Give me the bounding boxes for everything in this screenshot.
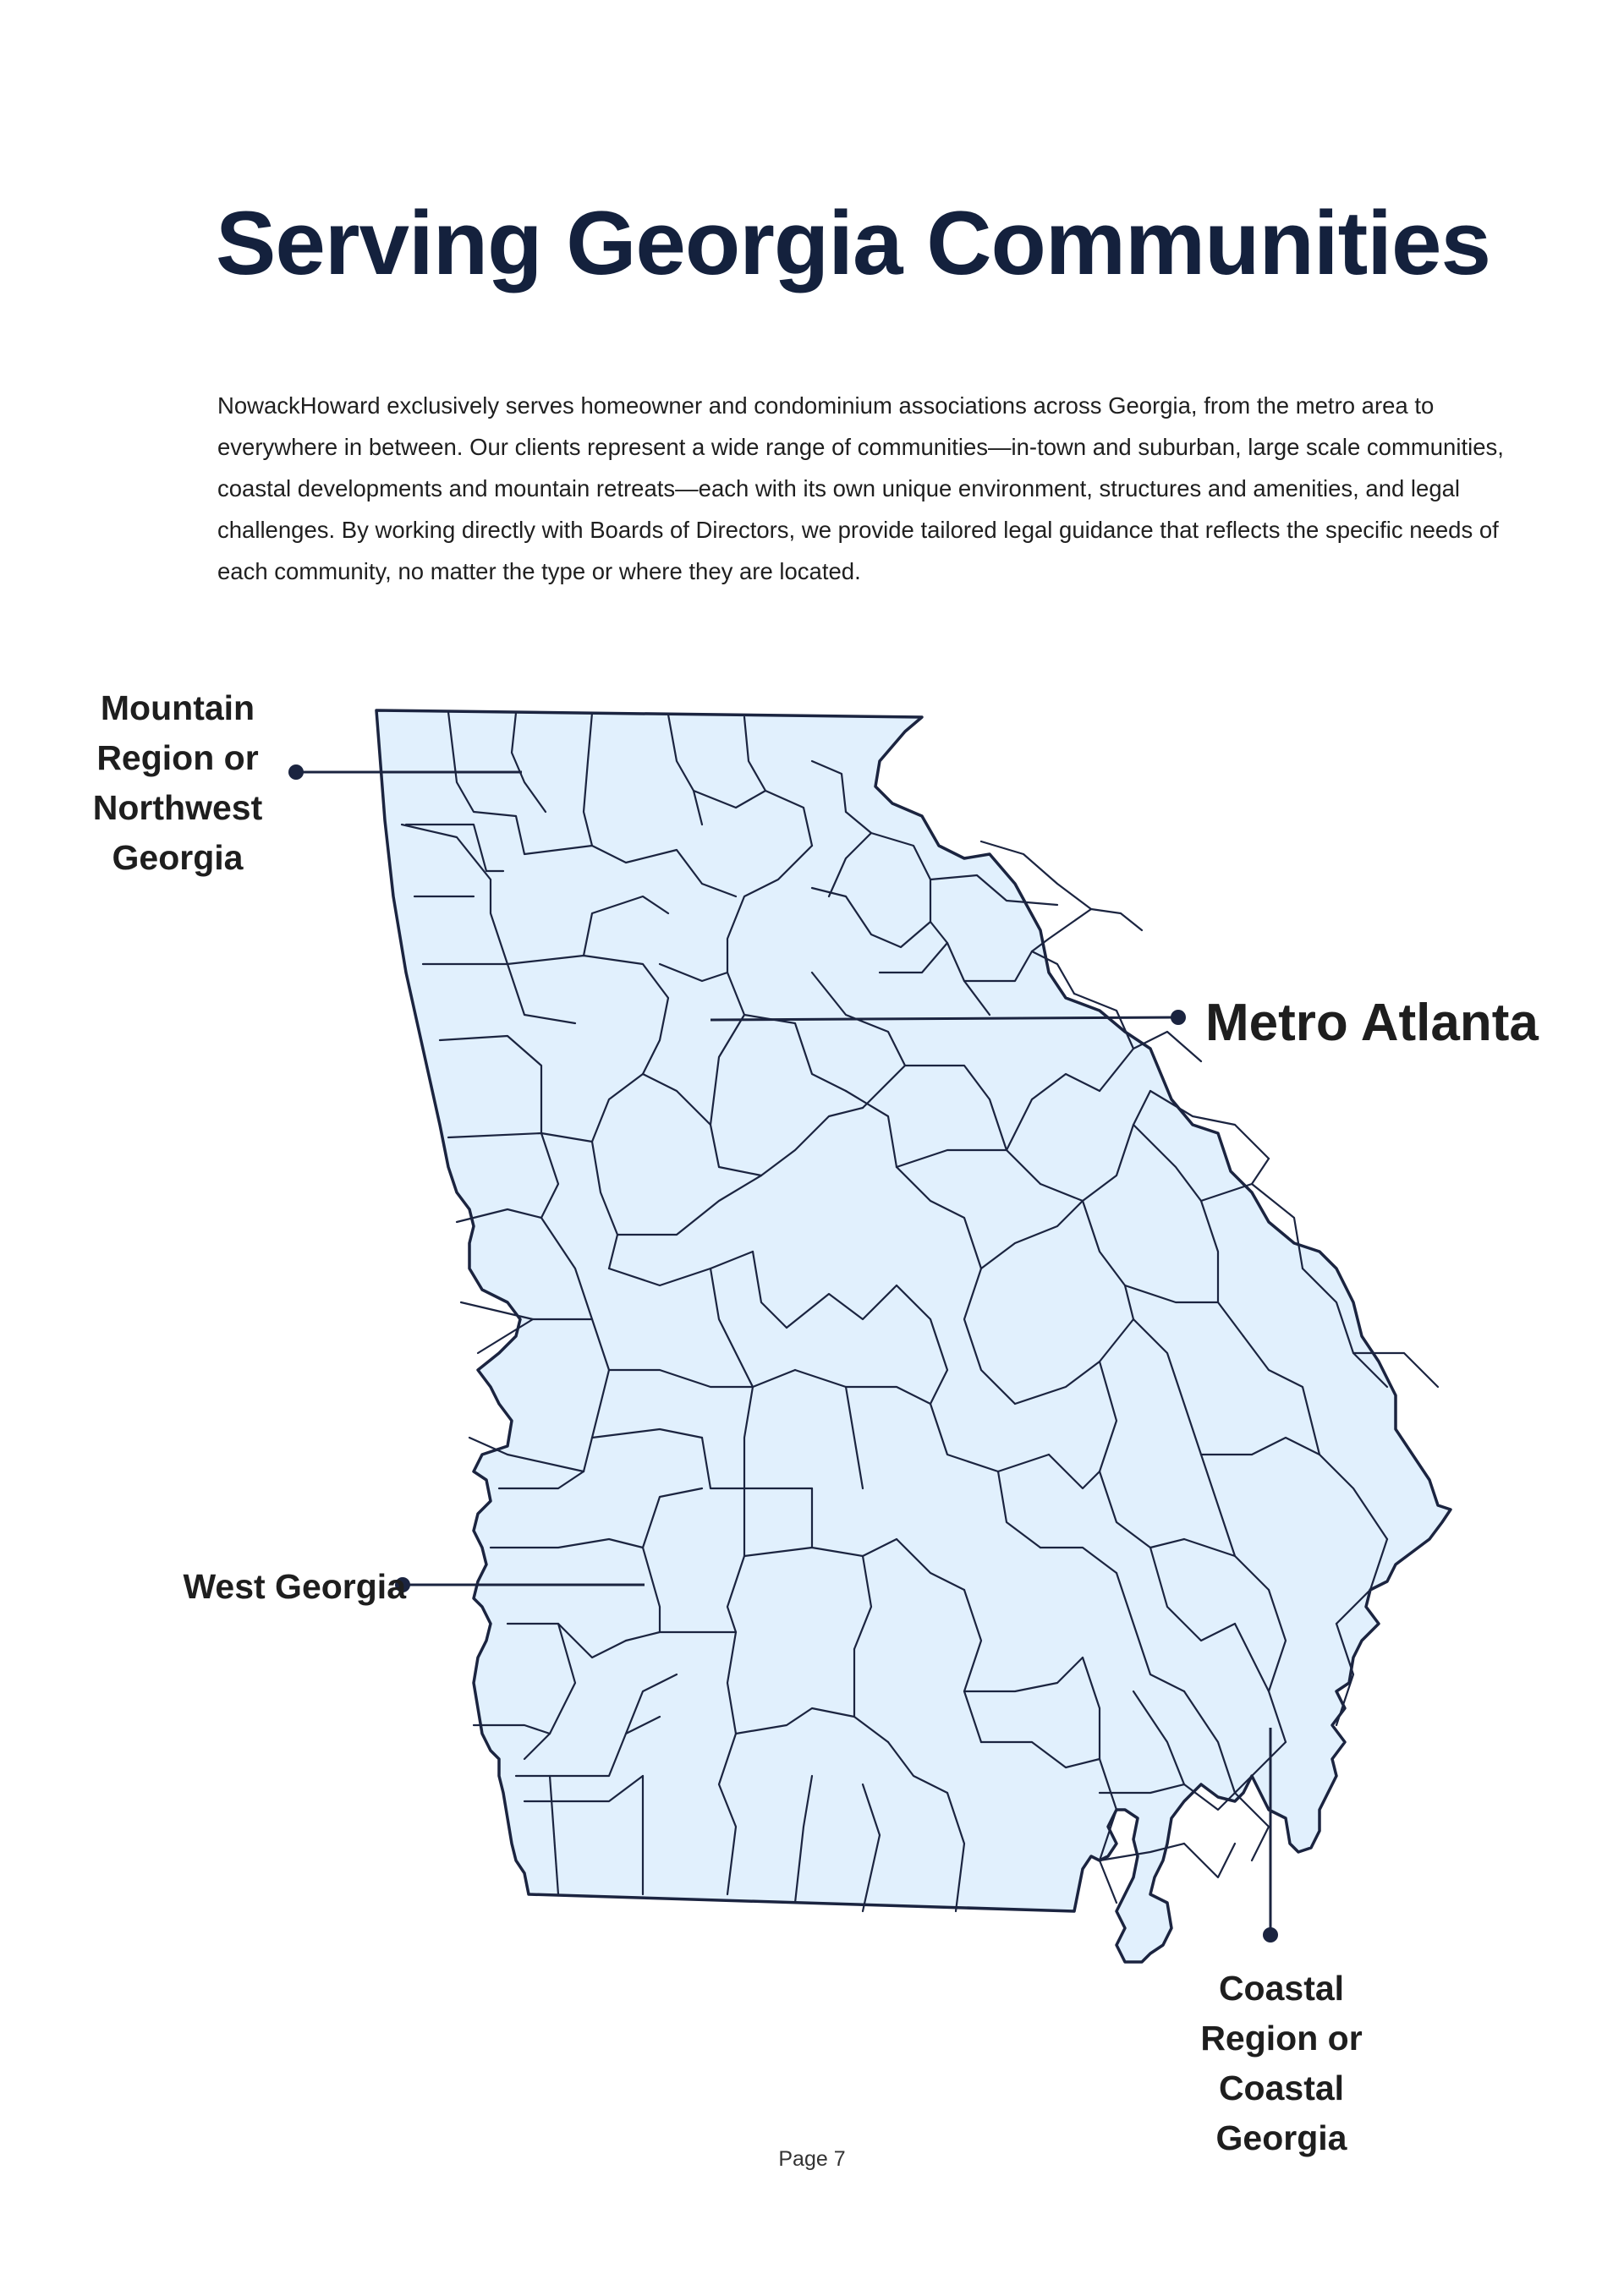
- region-label-coastal: [1155, 1964, 1408, 2163]
- region-label-metro: [1205, 994, 1539, 1053]
- leader-dot-coastal: [1263, 1927, 1278, 1943]
- region-label-west-text: West Georgia: [183, 1567, 406, 1606]
- region-label-coastal-text: Coastal Region or Coastal Georgia: [1200, 1969, 1363, 2157]
- intro-paragraph: NowackHoward exclusively serves homeowner and condominium associations across Georgia, from the metro area to everywhere in between. Our clients represent a wide range of communities—in-town and suburban, large scale communities, coastal developments and mountain retreats—each with its own unique environment, structures and amenities, and legal challenges. By working directly with Boards of Directors, we provide tailored legal guidance that reflects the specific needs of each community, no matter the type or where they are located.: [217, 392, 1504, 584]
- region-label-mountain-text: Mountain Region or Northwest Georgia: [92, 688, 263, 877]
- region-label-mountain: [51, 683, 304, 883]
- region-label-west: [110, 1562, 406, 1612]
- region-label-metro-text: Metro Atlanta: [1205, 994, 1539, 1052]
- page-number: Page 7: [778, 2147, 846, 2171]
- page-title: Serving Georgia Communities: [216, 192, 1490, 293]
- leader-dot-metro: [1171, 1010, 1186, 1025]
